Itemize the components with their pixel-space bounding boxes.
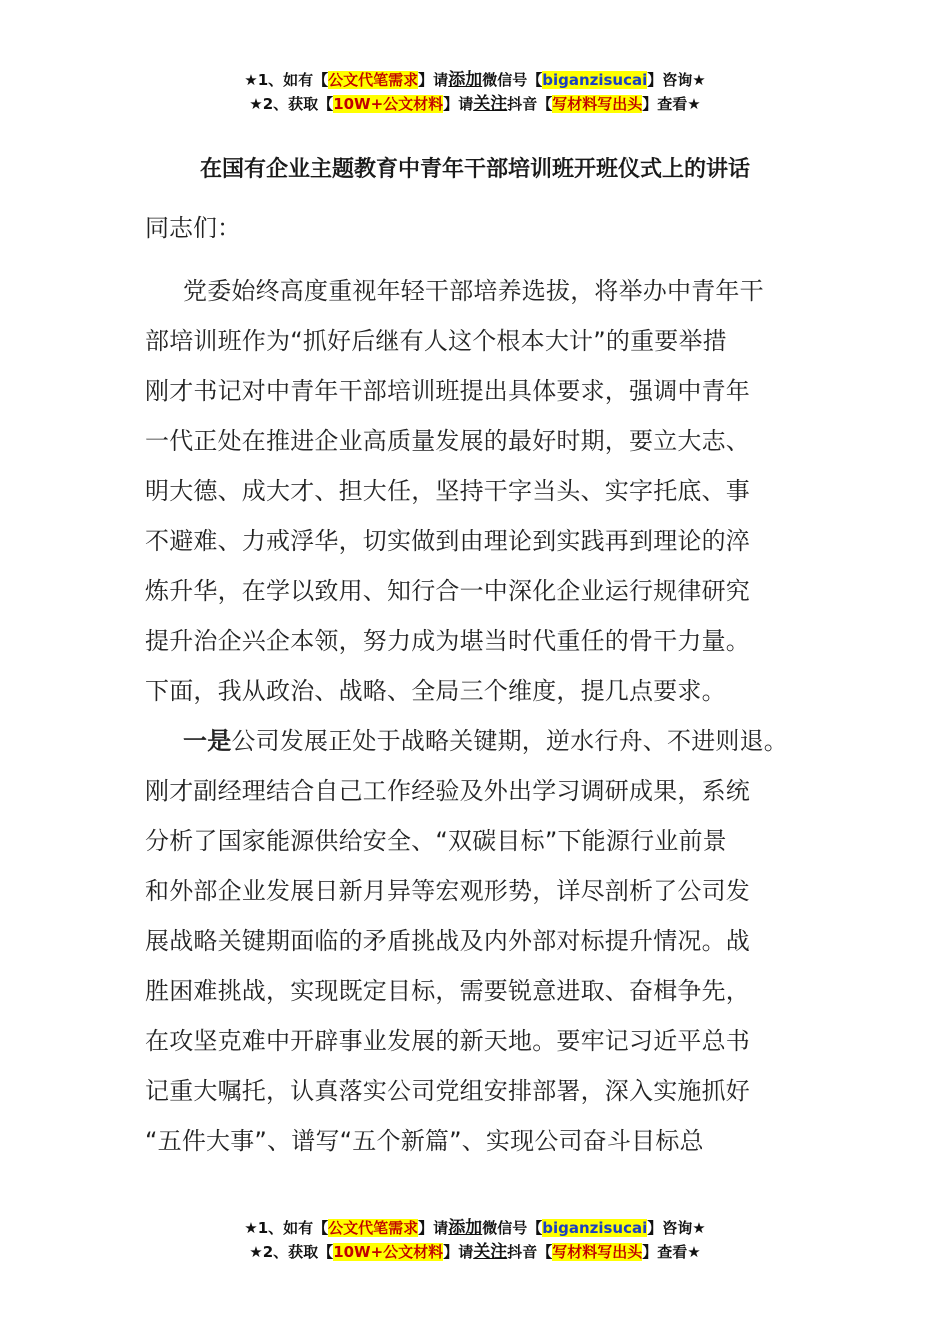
paragraph-2 (145, 716, 815, 1166)
text-line: 胜困难挑战，实现既定目标，需要锐意进取、奋楫争先， (145, 977, 750, 1005)
banner-highlight: 10W+公文材料 (333, 95, 444, 113)
banner-highlight: 公文代笔需求 (328, 71, 419, 89)
text-line: 党委始终高度重视年轻干部培养选拔，将举办中青年干 (183, 277, 764, 305)
banner-emphasis: 添加 (448, 70, 483, 90)
salutation: 同志们： (145, 214, 241, 242)
banner-line-2 (0, 92, 950, 116)
text-line: 和外部企业发展日新月异等宏观形势，详尽剖析了公司发 (145, 877, 750, 905)
banner-text: 】请 (418, 1219, 449, 1237)
text-run: 公司发展正处于战略关键期，逆水行舟、不进则退。 (231, 727, 789, 755)
text-line: “五件大事”、谱写“五个新篇”、实现公司奋斗目标总 (145, 1127, 704, 1155)
banner-text: ★2、获取【 (249, 1243, 334, 1261)
banner-text: ★2、获取【 (249, 95, 334, 113)
banner-text: ★1、如有【 (244, 71, 329, 89)
top-banner (0, 68, 950, 116)
text-line: 下面，我从政治、战略、全局三个维度，提几点要求。 (145, 677, 726, 705)
text-line: 在攻坚克难中开辟事业发展的新天地。要牢记习近平总书 (145, 1027, 750, 1055)
banner-text: ★1、如有【 (244, 1219, 329, 1237)
paragraph-1 (145, 266, 815, 716)
bottom-banner (0, 1216, 950, 1264)
banner-text: 】请 (443, 95, 474, 113)
text-line: 刚才副经理结合自己工作经验及外出学习调研成果，系统 (145, 777, 750, 805)
douyin-id-highlight: 写材料写出头 (552, 1243, 643, 1261)
wechat-id-highlight: biganzisucai (542, 71, 648, 89)
banner-emphasis: 关注 (473, 94, 508, 114)
paragraph-lead: 一是 (183, 727, 232, 755)
document-title: 在国有企业主题教育中青年干部培训班开班仪式上的讲话 (199, 157, 750, 182)
text-line: 提升治企兴企本领，努力成为堪当时代重任的骨干力量。 (145, 627, 750, 655)
banner-line-1 (0, 68, 950, 92)
text-line: 记重大嘱托，认真落实公司党组安排部署，深入实施抓好 (145, 1077, 750, 1105)
banner-emphasis: 添加 (448, 1218, 483, 1238)
banner-emphasis: 关注 (473, 1242, 508, 1262)
banner-text: 】查看★ (642, 1243, 701, 1261)
banner-text: 】咨询★ (647, 1219, 706, 1237)
text-line: 部培训班作为“抓好后继有人这个根本大计”的重要举措 (145, 327, 727, 355)
text-line: 分析了国家能源供给安全、“双碳目标”下能源行业前景 (145, 827, 727, 855)
banner-line-2 (0, 1240, 950, 1264)
text-line: 展战略关键期面临的矛盾挑战及内外部对标提升情况。战 (145, 927, 750, 955)
text-line: 一代正处在推进企业高质量发展的最好时期，要立大志、 (145, 427, 750, 455)
banner-highlight: 公文代笔需求 (328, 1219, 419, 1237)
text-line (145, 716, 815, 766)
banner-text: 】查看★ (642, 95, 701, 113)
banner-highlight: 10W+公文材料 (333, 1243, 444, 1261)
banner-text: 抖音【 (507, 95, 553, 113)
text-line: 刚才书记对中青年干部培训班提出具体要求，强调中青年 (145, 377, 750, 405)
banner-text: 微信号【 (482, 1219, 543, 1237)
banner-text: 】请 (443, 1243, 474, 1261)
banner-text: 】请 (418, 71, 449, 89)
douyin-id-highlight: 写材料写出头 (552, 95, 643, 113)
text-line: 炼升华，在学以致用、知行合一中深化企业运行规律研究 (145, 577, 750, 605)
banner-text: 微信号【 (482, 71, 543, 89)
banner-text: 】咨询★ (647, 71, 706, 89)
text-line: 不避难、力戒浮华，切实做到由理论到实践再到理论的淬 (145, 527, 750, 555)
banner-line-1 (0, 1216, 950, 1240)
banner-text: 抖音【 (507, 1243, 553, 1261)
wechat-id-highlight: biganzisucai (542, 1219, 648, 1237)
text-line: 明大德、成大才、担大任，坚持干字当头、实字托底、事 (145, 477, 750, 505)
